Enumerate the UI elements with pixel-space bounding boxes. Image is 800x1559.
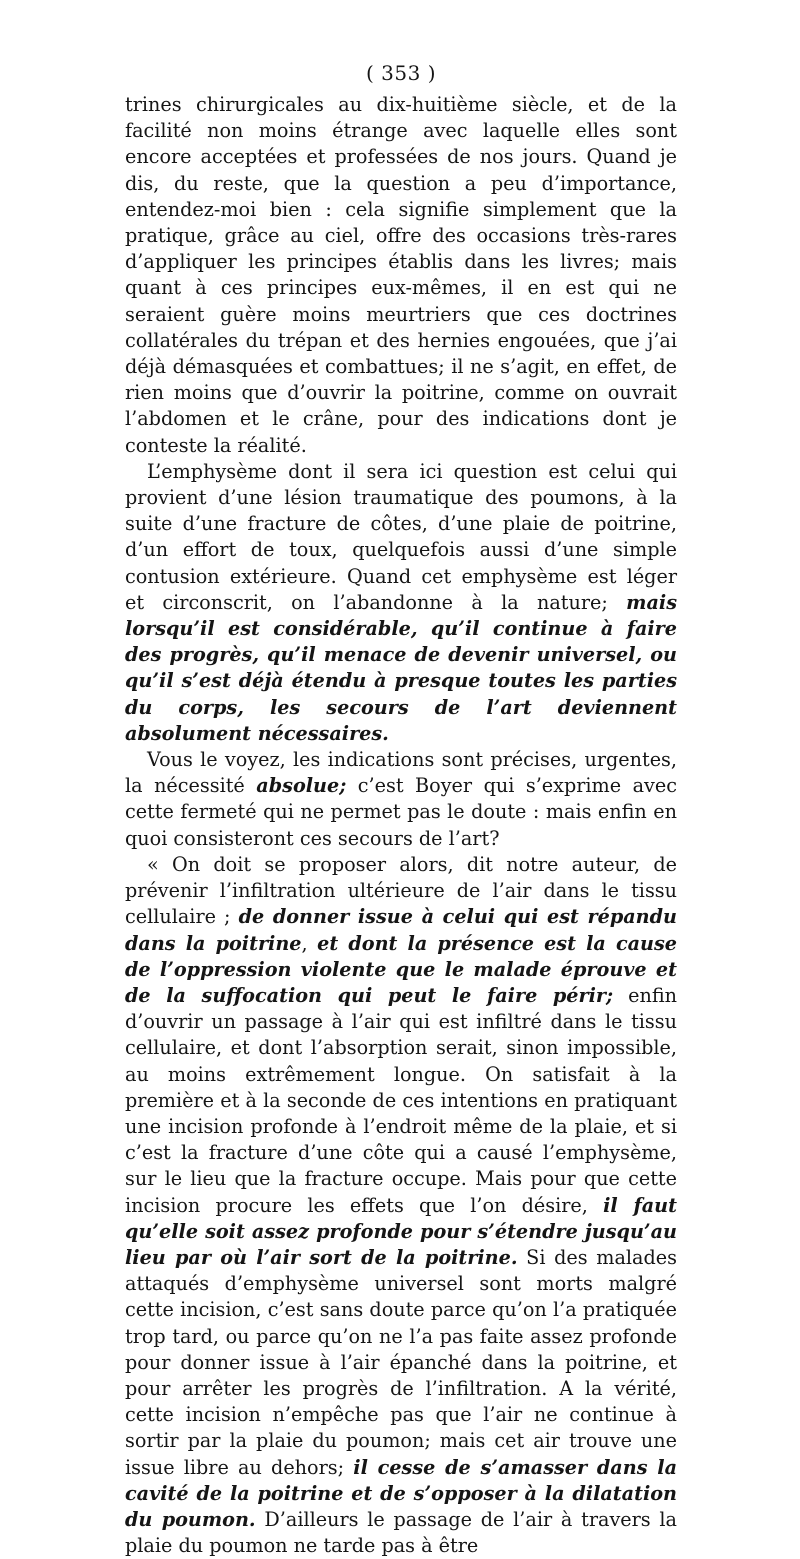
text-run: enfin d’ouvrir un passage à l’air qui est infiltré dans le tissu cellulaire, et dont l’absorption serait, sinon impossible, au moins extrêmement longue. On satisfait à la première et à la seconde de ces intentions en pratiquant une incision profonde à l’endroit même de la plaie, et si c’est la fracture d’une côte qui a causé l’emphysème, sur le lieu que la fracture occupe. Mais pour que cette incision procure les effets que l’on désire, bbox=[125, 983, 678, 1217]
paragraph bbox=[125, 747, 677, 852]
text-run: , bbox=[301, 931, 318, 955]
text-run: « On doit se proposer alors, dit notre auteur, de prévenir l’infiltration ultérieure de l’air dans le tissu cellulaire ; bbox=[125, 852, 677, 929]
text-run: c’est Boyer qui s’exprime avec cette fermeté qui ne permet pas le doute : mais enfin en quoi consisteront ces secours de l’art? bbox=[125, 774, 677, 850]
paragraph bbox=[125, 852, 677, 1559]
emphasized-text: absolue; bbox=[256, 774, 347, 798]
book-page bbox=[125, 60, 677, 1559]
emphasized-text: de donner issue à celui qui est répandu dans la poitrine bbox=[125, 905, 678, 955]
body-text bbox=[125, 92, 677, 1559]
emphasized-text: il cesse de s’amasser dans la cavité de la poitrine et de s’opposer à la dilatation du poumon. bbox=[125, 1455, 678, 1531]
emphasized-text: il faut qu’elle soit assez profonde pour s’étendre jusqu’au lieu par où l’air sort de la poitrine. bbox=[125, 1193, 677, 1269]
text-run: Si des malades attaqués d’emphysème universel sont morts malgré cette incision, c’est sans doute parce qu’on l’a pratiquée trop tard, ou parce qu’on ne l’a pas faite assez profonde pour donner issue à l’air épanché dans la poitrine, et pour arrêter les progrès de l’infiltration. A la vérité, cette incision n’empêche pas que l’air ne continue à sortir par la plaie du poumon; mais cet air trouve une issue libre au dehors; bbox=[125, 1245, 677, 1479]
paragraph bbox=[125, 459, 677, 747]
paragraph bbox=[125, 92, 677, 459]
text-run: D’ailleurs le passage de l’air à travers la plaie du poumon ne tarde pas à être bbox=[125, 1507, 678, 1558]
text-run: Vous le voyez, les indications sont précises, urgentes, la nécessité bbox=[125, 748, 677, 798]
text-run: trines chirurgicales au dix-huitième siècle, et de la facilité non moins étrange avec laquelle elles sont encore acceptées et professées de nos jours. Quand je dis, du reste, que la question a peu d’importance, entendez-moi bien : cela signifie simplement que la pratique, grâce au ciel, offre des occasions très-rares d’appliquer les principes établis dans les livres; mais quant à ces principes eux-mêmes, il en est qui ne seraient guère moins meurtriers que ces doctrines collatérales du trépan et des hernies engouées, que j’ai déjà démasquées et combattues; il ne s’agit, en effet, de rien moins que d’ouvrir la poitrine, comme on ouvrait l’abdomen et le crâne, pour des indications dont je conteste la réalité. bbox=[125, 93, 677, 457]
text-run: L’emphysème dont il sera ici question est celui qui provient d’une lésion traumatique des poumons, à la suite d’une fracture de côtes, d’une plaie de poitrine, d’un effort de toux, quelquefois aussi d’une simple contusion extérieure. Quand cet emphysème est léger et circonscrit, on l’abandonne à la nature; bbox=[125, 459, 677, 614]
page-number: ( 353 ) bbox=[366, 61, 436, 85]
emphasized-text: mais lorsqu’il est considérable, qu’il continue à faire des progrès, qu’il menace de devenir universel, ou qu’il s’est déjà étendu à presque toutes les parties du corps, les secours de l’art deviennent absolument nécessaires. bbox=[125, 590, 677, 745]
emphasized-text: et dont la présence est la cause de l’oppression violente que le malade éprouve et de la suffocation qui peut le faire périr; bbox=[125, 931, 678, 1007]
